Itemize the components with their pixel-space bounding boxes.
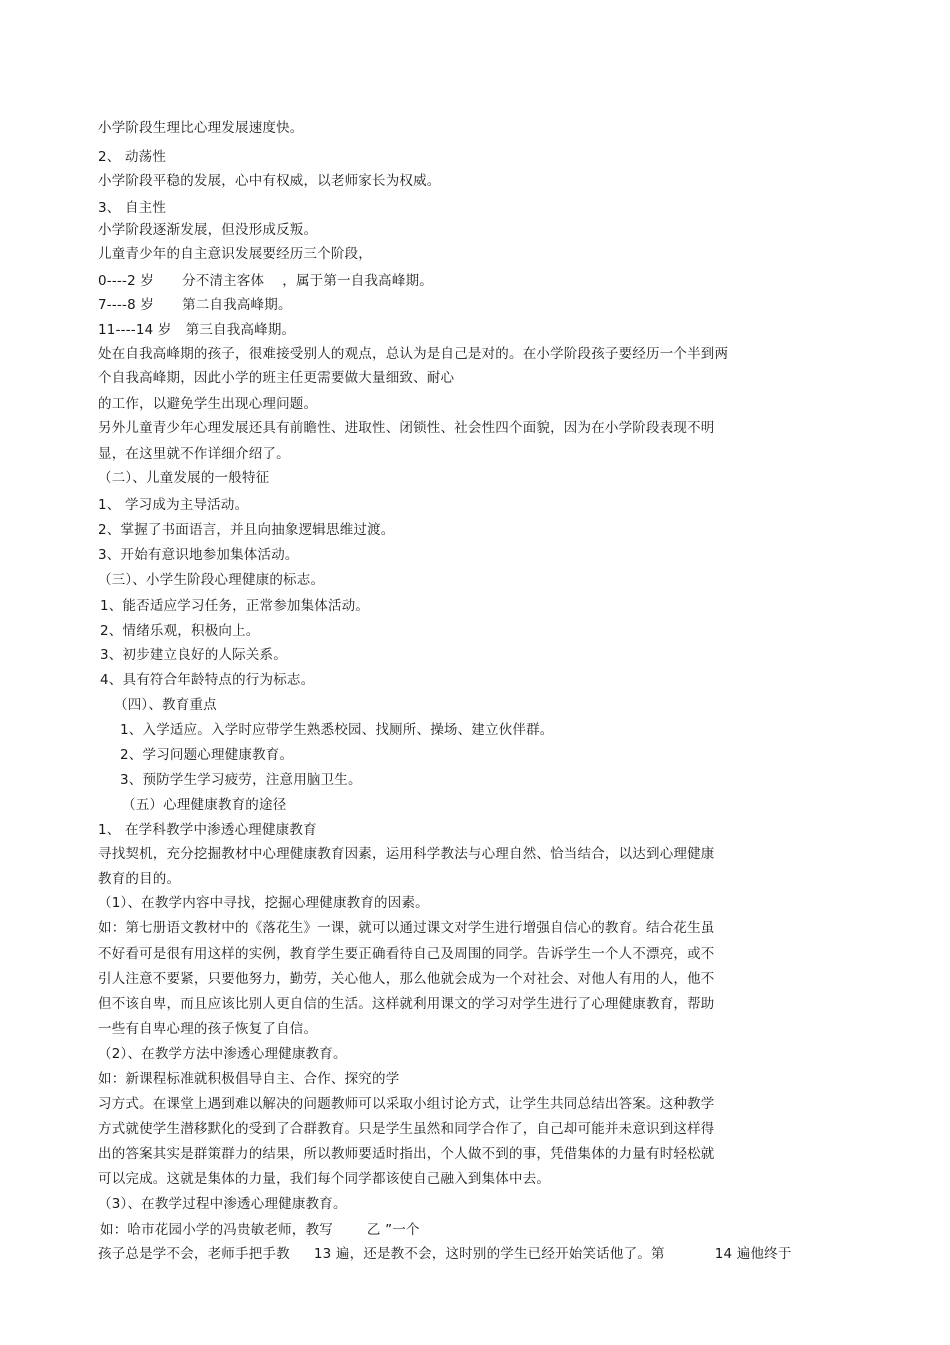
paragraph-line: 小学阶段生理比心理发展速度快。 — [98, 120, 304, 136]
section-heading: 3、 自主性 — [98, 200, 167, 216]
list-item: 3、开始有意识地参加集体活动。 — [98, 547, 299, 563]
paragraph-line: 的工作，以避免学生出现心理问题。 — [98, 396, 318, 412]
list-item: 3、初步建立良好的人际关系。 — [100, 647, 287, 663]
paragraph-line: 如：第七册语文教材中的《落花生》一课，就可以通过课文对学生进行增强自信心的教育。结合花生虽 — [98, 920, 715, 936]
section-heading: 1、 在学科教学中渗透心理健康教育 — [98, 822, 317, 838]
stage-desc: 第三自我高峰期。 — [185, 322, 296, 338]
paragraph-line: 儿童青少年的自主意识发展要经历三个阶段， — [98, 246, 372, 262]
text-segment: 如：哈市花园小学的冯贵敏老师，教写 — [100, 1222, 333, 1238]
paragraph-line: 引人注意不要紧，只要他努力，勤劳，关心他人，那么他就会成为一个对社会、对他人有用的人，他不 — [98, 971, 715, 987]
paragraph-line: 但不该自卑，而且应该比别人更自信的生活。这样就利用课文的学习对学生进行了心理健康教育，帮助 — [98, 996, 715, 1012]
list-item: 2、掌握了书面语言，并且向抽象逻辑思维过渡。 — [98, 522, 395, 538]
list-item: 2、情绪乐观，积极向上。 — [100, 623, 260, 639]
stage-line — [98, 297, 292, 313]
paragraph-line: 不好看可是很有用这样的实例，教育学生要正确看待自己及周围的同学。告诉学生一个人不漂亮，或不 — [98, 946, 715, 962]
list-item: 1、能否适应学习任务，正常参加集体活动。 — [100, 598, 370, 614]
stage-age: 0----2 岁 — [98, 273, 155, 289]
section-heading: （三）、小学生阶段心理健康的标志。 — [98, 572, 325, 588]
list-item: 2、学习问题心理健康教育。 — [120, 747, 294, 763]
paragraph-line: 出的答案其实是群策群力的结果，所以教师要适时指出，个人做不到的事，凭借集体的力量有时轻松就 — [98, 1146, 715, 1162]
stage-desc: 分不清主客体 — [182, 273, 265, 289]
paragraph-line: 处在自我高峰期的孩子，很难接受别人的观点，总认为是自己是对的。在小学阶段孩子要经历一个半到两 — [98, 346, 729, 362]
paragraph-line: 可以完成。这就是集体的力量，我们每个同学都该使自己融入到集体中去。 — [98, 1171, 551, 1187]
paragraph-line: 个自我高峰期，因此小学的班主任更需要做大量细致、耐心 — [98, 370, 455, 386]
paragraph-line: 一些有自卑心理的孩子恢复了自信。 — [98, 1021, 318, 1037]
section-heading: （3）、在教学过程中渗透心理健康教育。 — [98, 1196, 347, 1212]
text-segment: 乙 ”一个 — [366, 1222, 420, 1238]
stage-line — [98, 273, 433, 289]
stage-age: 7----8 岁 — [98, 297, 155, 313]
paragraph-line: 显，在这里就不作详细介绍了。 — [98, 446, 290, 462]
paragraph-line: 方式就使学生潜移默化的受到了合群教育。只是学生虽然和同学合作了，自己却可能并未意识到这样得 — [98, 1121, 715, 1137]
paragraph-line: 小学阶段逐渐发展，但没形成反叛。 — [98, 222, 318, 238]
list-item: 1、 学习成为主导活动。 — [98, 497, 249, 513]
stage-age: 11----14 岁 — [98, 322, 172, 338]
text-segment: 14 遍他终于 — [714, 1246, 792, 1262]
text-segment: 13 遍，还是教不会，这时别的学生已经开始笑话他了。第 — [313, 1246, 665, 1262]
section-heading: （2）、在教学方法中渗透心理健康教育。 — [98, 1046, 347, 1062]
text-segment: 孩子总是学不会，老师手把手教 — [98, 1246, 290, 1262]
paragraph-line: 教育的目的。 — [98, 871, 181, 887]
list-item: 3、预防学生学习疲劳，注意用脑卫生。 — [120, 772, 362, 788]
paragraph-line — [98, 1246, 792, 1262]
section-heading: （五）心理健康教育的途径 — [122, 797, 287, 813]
paragraph-line: 习方式。在课堂上遇到难以解决的问题教师可以采取小组讨论方式，让学生共同总结出答案。这种教学 — [98, 1096, 715, 1112]
stage-desc: 第二自我高峰期。 — [182, 297, 292, 313]
list-item: 4、具有符合年龄特点的行为标志。 — [100, 672, 315, 688]
paragraph-line: 寻找契机，充分挖掘教材中心理健康教育因素，运用科学教法与心理自然、恰当结合，以达到心理健康 — [98, 846, 715, 862]
paragraph-line — [100, 1222, 420, 1238]
stage-note: ，属于第一自我高峰期。 — [282, 273, 433, 289]
section-heading: （二）、儿童发展的一般特征 — [98, 470, 270, 486]
paragraph-line: 如：新课程标准就积极倡导自主、合作、探究的学 — [98, 1071, 400, 1087]
section-heading: （四）、教育重点 — [114, 697, 217, 713]
list-item: 1、入学适应。入学时应带学生熟悉校园、找厕所、操场、建立伙伴群。 — [120, 722, 554, 738]
section-heading: （1）、在教学内容中寻找，挖掘心理健康教育的因素。 — [98, 895, 429, 911]
paragraph-line: 另外儿童青少年心理发展还具有前瞻性、进取性、闭锁性、社会性四个面貌，因为在小学阶段表现不明 — [98, 420, 715, 436]
section-heading: 2、 动荡性 — [98, 149, 167, 165]
paragraph-line: 小学阶段平稳的发展，心中有权威，以老师家长为权威。 — [98, 173, 441, 189]
stage-line — [98, 322, 295, 338]
